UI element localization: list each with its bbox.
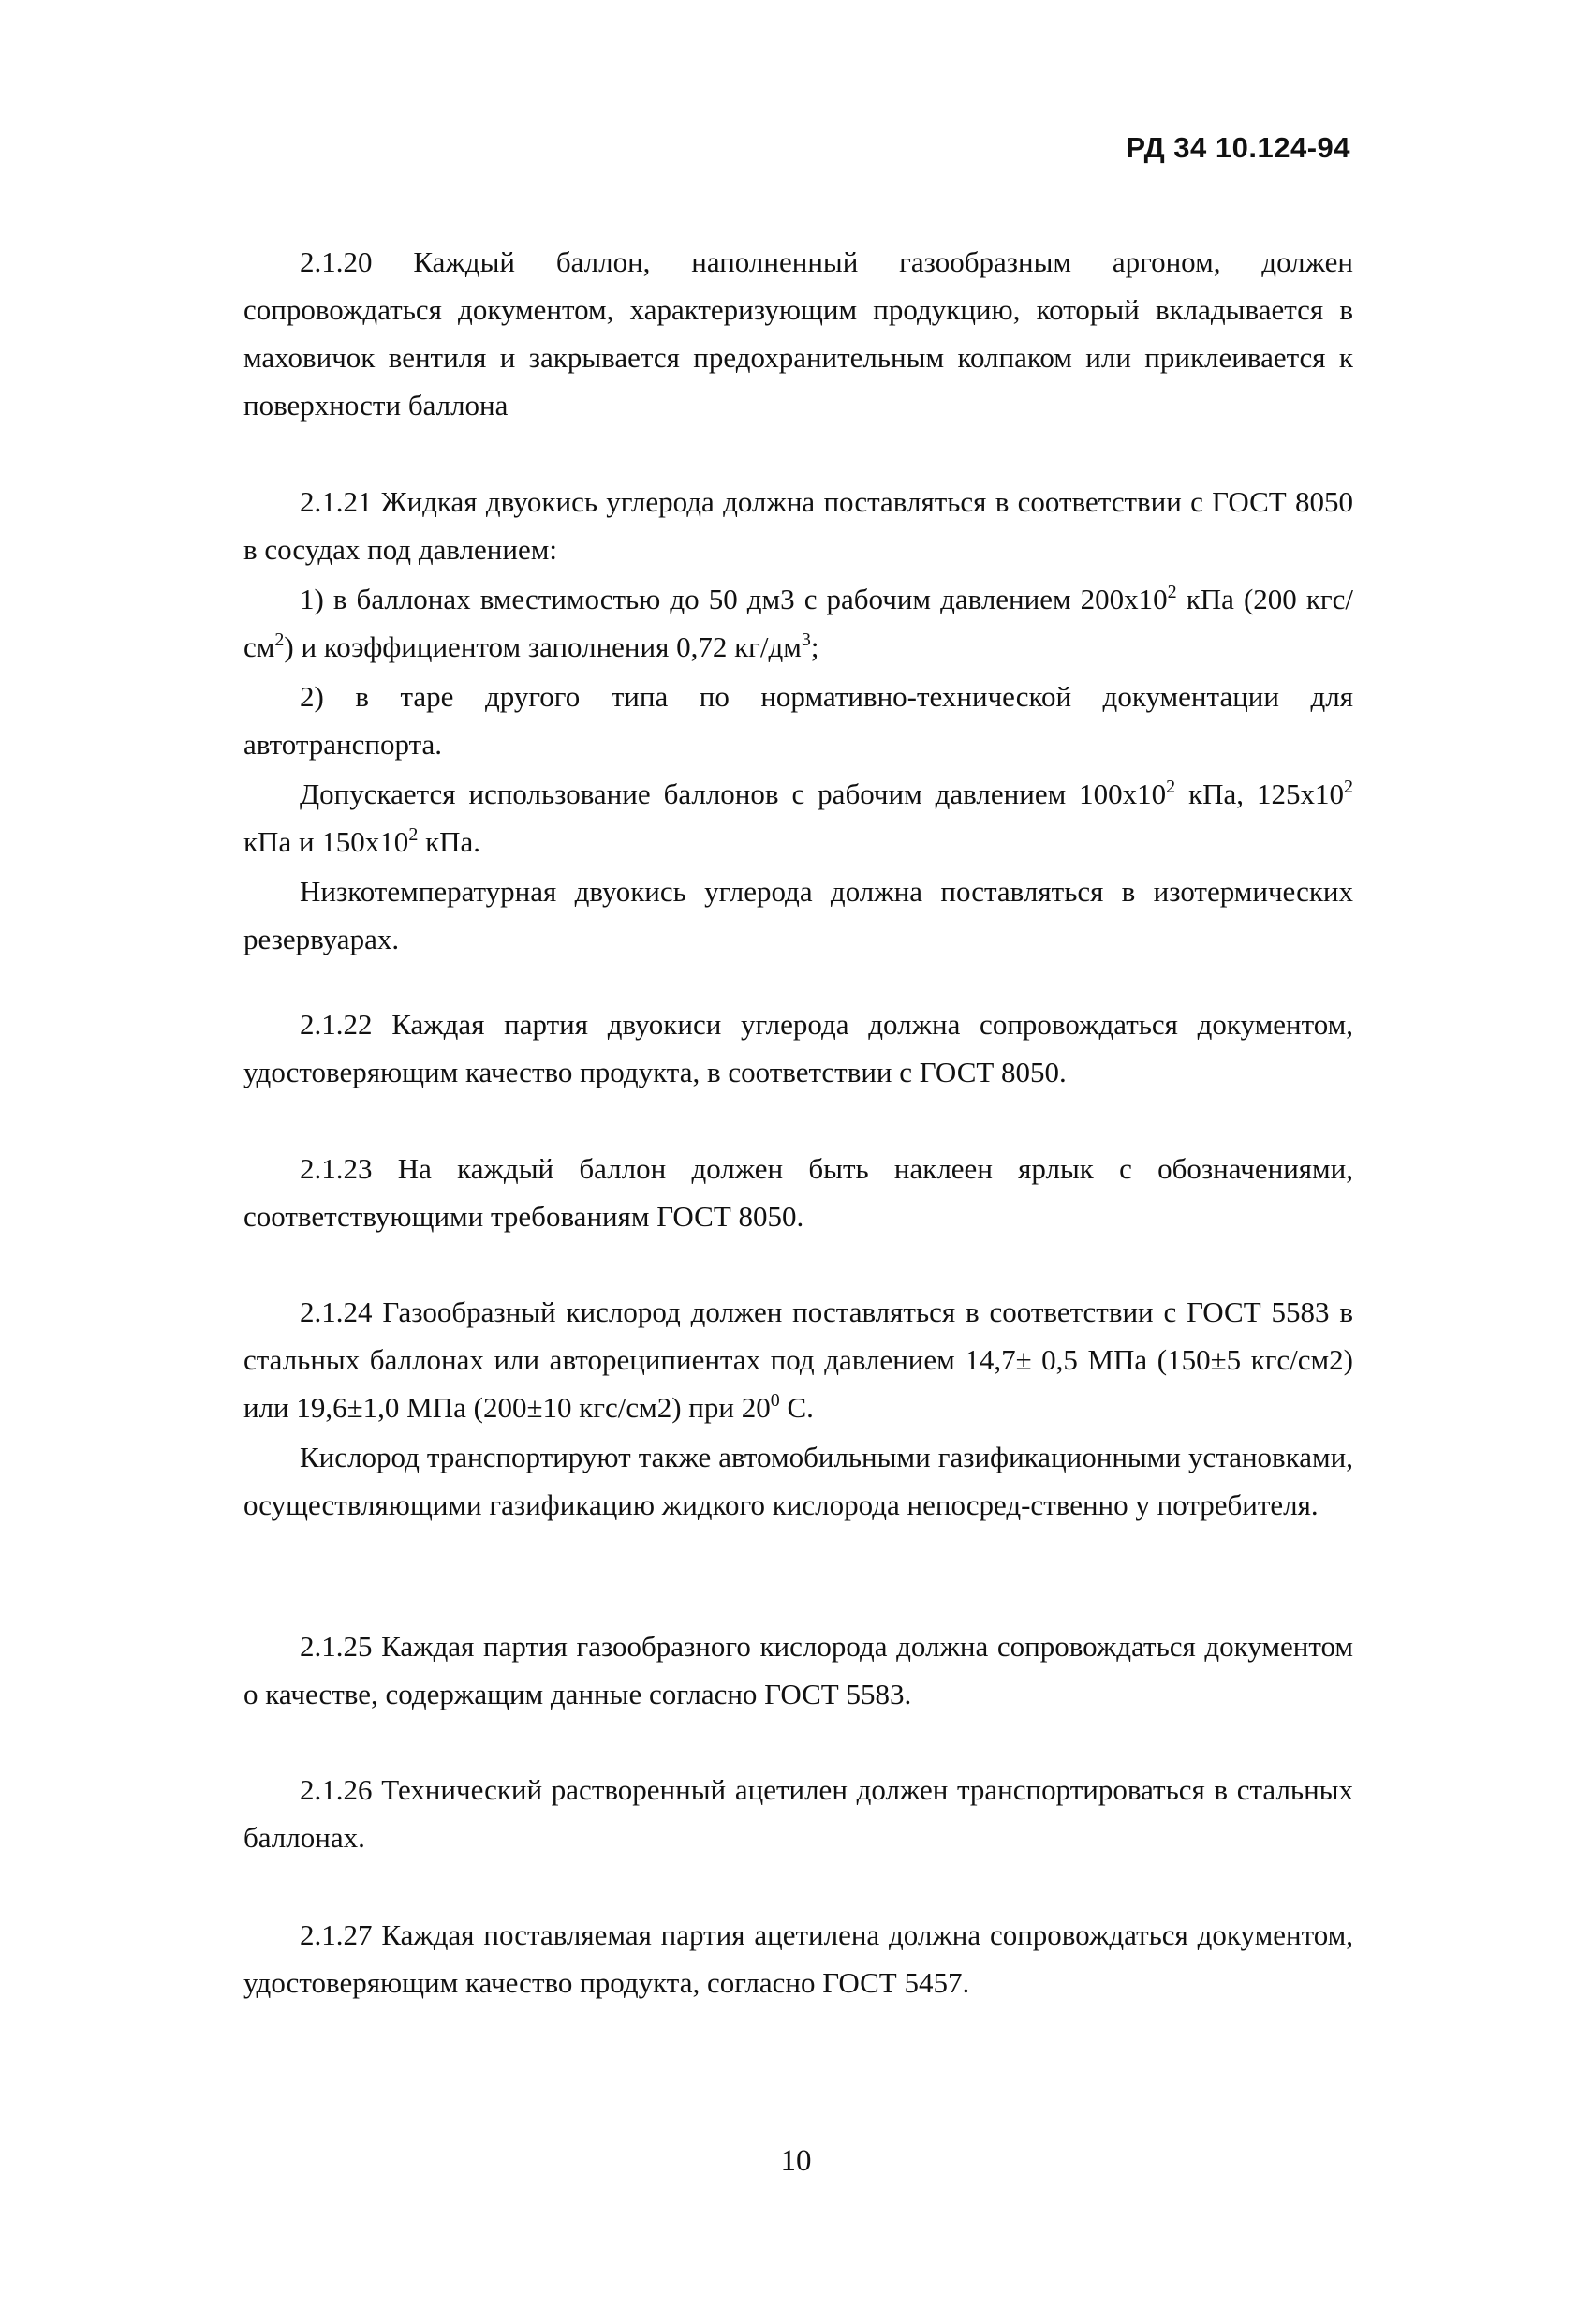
paragraph-oxygen-transport: Кислород транспортируют также автомобильными газификационными установками, осуществляющими газификацию жидкого кислорода непосред-ственно у потребителя. xyxy=(243,1441,1353,1521)
paragraph: 2.1.23 На каждый баллон должен быть наклеен ярлык с обозначениями, соответствующими требованиям ГОСТ 8050. xyxy=(243,1152,1353,1233)
page-number: 10 xyxy=(780,2144,812,2178)
section-2-1-24 xyxy=(243,1288,1353,1529)
paragraph: 2.1.20 Каждый баллон, наполненный газообразным аргоном, должен сопровождаться документом, характеризующим продукцию, который вкладывается в маховичок вентиля и закрывается предохранительным колпаком или приклеивается к поверхности баллона xyxy=(243,245,1353,422)
paragraph: 2.1.24 Газообразный кислород должен поставляться в соответствии с ГОСТ 5583 в стальных баллонах или автореципиентах под давлением 14,7± 0,5 МПа (150±5 кгс/см2) или 19,6±1,0 МПа (200±10 кгс/см2) при $20^0$ С. xyxy=(243,1295,1353,1424)
document-code: РД 34 10.124-94 xyxy=(1126,131,1350,164)
paragraph: 2.1.26 Технический растворенный ацетилен должен транспортироваться в стальных баллонах. xyxy=(243,1773,1353,1854)
paragraph: 2.1.22 Каждая партия двуокиси углерода должна сопровождаться документом, удостоверяющим качество продукта, в соответствии с ГОСТ 8050. xyxy=(243,1008,1353,1088)
paragraph-low-temperature: Низкотемпературная двуокись углерода должна поставляться в изотермических резервуарах. xyxy=(243,875,1353,955)
list-item-1: 1) в баллонах вместимостью до 50 дм3 с рабочим давлением $200х10^2$ кПа (200 кгс/$см^2$) и коэффициентом заполнения 0,72 $кг/дм^3$; xyxy=(243,582,1353,663)
section-2-1-21 xyxy=(243,478,1353,963)
section-2-1-22 xyxy=(243,1000,1353,1096)
list-item-2: 2) в таре другого типа по нормативно-технической документации для автотранспорта. xyxy=(243,680,1353,761)
section-2-1-20 xyxy=(243,238,1353,429)
paragraph-allowance: Допускается использование баллонов с рабочим давлением $100х10^2$ кПа, $125х10^2$ кПа и $150х10^2$ кПа. xyxy=(243,777,1353,858)
paragraph: 2.1.25 Каждая партия газообразного кислорода должна сопровождаться документом о качестве, содержащим данные согласно ГОСТ 5583. xyxy=(243,1630,1353,1710)
section-2-1-27 xyxy=(243,1911,1353,2006)
paragraph: 2.1.27 Каждая поставляемая партия ацетилена должна сопровождаться документом, удостоверяющим качество продукта, согласно ГОСТ 5457. xyxy=(243,1918,1353,1999)
section-2-1-25 xyxy=(243,1622,1353,1718)
section-2-1-26 xyxy=(243,1766,1353,1861)
section-2-1-23 xyxy=(243,1145,1353,1240)
paragraph-intro: 2.1.21 Жидкая двуокись углерода должна поставляться в соответствии с ГОСТ 8050 в сосудах под давлением: xyxy=(243,485,1353,566)
